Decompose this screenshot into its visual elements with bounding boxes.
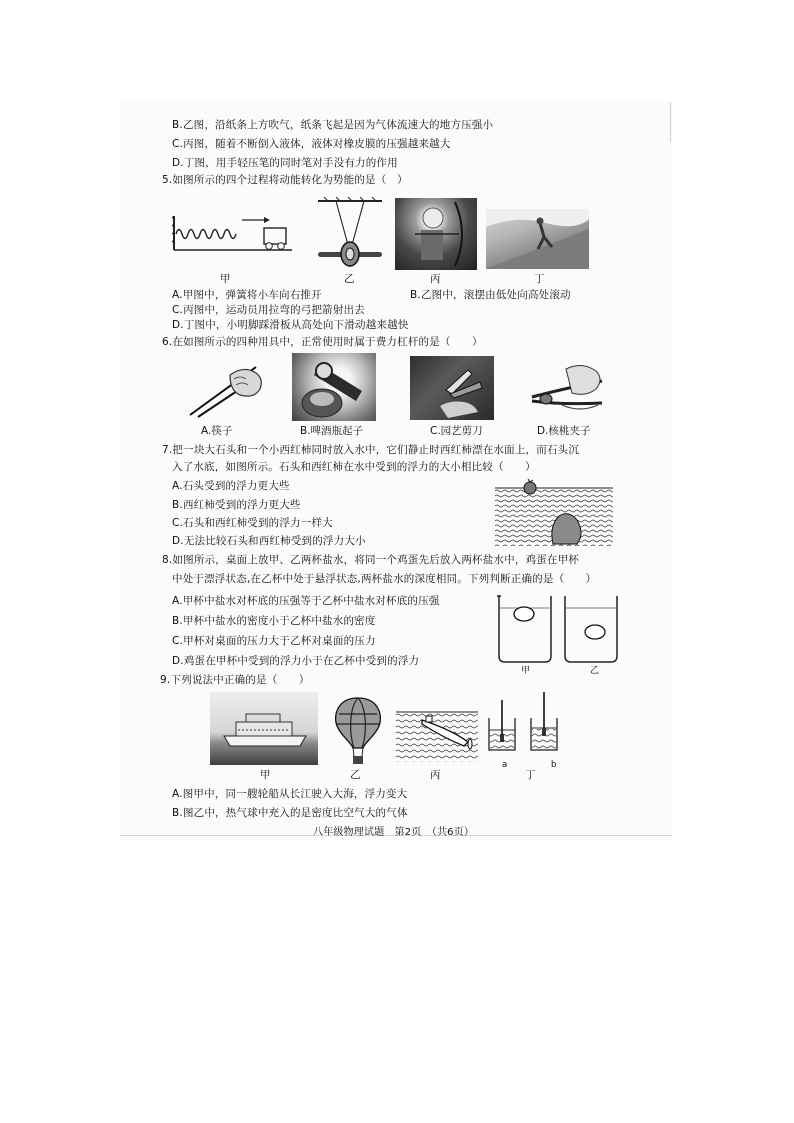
q9-stem: 9.下列说法中正确的是（ ） bbox=[160, 674, 310, 686]
q8-stem-line2: 中处于漂浮状态,在乙杯中处于悬浮状态,两杯盐水的深度相同。下列判断正确的是（ ） bbox=[172, 573, 597, 585]
figure-caption-jia: 甲 bbox=[220, 273, 231, 285]
tool-caption-d: D.核桃夹子 bbox=[537, 425, 591, 437]
page-footer: 八年级物理试题 第2页 （共6页） bbox=[313, 827, 475, 838]
q7-option-a: A.石头受到的浮力更大些 bbox=[172, 480, 290, 492]
tool-caption-a: A.筷子 bbox=[201, 425, 233, 437]
q8-option-a: A.甲杯中盐水对杯底的压强等于乙杯中盐水对杯底的压强 bbox=[172, 595, 440, 607]
density-meter-beakers-figure bbox=[485, 690, 561, 756]
egg-beakers-figure bbox=[495, 594, 630, 666]
q7-option-b: B.西红柿受到的浮力更大些 bbox=[172, 499, 301, 511]
q5-stem: 5.如图所示的四个过程将动能转化为势能的是（ ） bbox=[162, 174, 408, 186]
tool-caption-b: B.啤酒瓶起子 bbox=[300, 425, 364, 437]
figure-caption-yi: 乙 bbox=[344, 273, 355, 285]
q8-option-c: C.甲杯对桌面的压力大于乙杯对桌面的压力 bbox=[172, 635, 376, 647]
q5-option-c: C.丙图中，运动员用拉弯的弓把箭射出去 bbox=[172, 304, 365, 316]
rolling-pendulum-figure bbox=[314, 197, 386, 267]
q9-caption-yi: 乙 bbox=[350, 769, 361, 781]
chopsticks-figure bbox=[186, 357, 266, 419]
skateboarder-photo bbox=[486, 209, 589, 269]
q9-option-b: B.图乙中，热气球中充入的是密度比空气大的气体 bbox=[172, 807, 408, 819]
q7-stem-line1: 7.把一块大石头和一个小西红柿同时放入水中，它们静止时西红柿漂在水面上，而石头沉 bbox=[162, 444, 580, 456]
submarine-water-figure bbox=[396, 706, 478, 762]
q4-option-b: B.乙图，沿纸条上方吹气，纸条飞起是因为气体流速大的地方压强小 bbox=[172, 119, 494, 131]
beaker-caption-jia: 甲 bbox=[521, 666, 531, 676]
q4-option-c: C.丙图，随着不断倒入液体，液体对橡皮膜的压强越来越大 bbox=[172, 138, 451, 150]
q5-option-d: D.丁图中，小明脚踩滑板从高处向下滑动越来越快 bbox=[172, 319, 409, 331]
archer-photo bbox=[395, 198, 477, 270]
q7-option-d: D.无法比较石头和西红柿受到的浮力大小 bbox=[172, 535, 366, 547]
garden-shears-photo bbox=[410, 356, 494, 420]
q9-caption-jia: 甲 bbox=[260, 769, 271, 781]
beaker-label-b: b bbox=[551, 760, 557, 770]
q9-option-a: A.图甲中，同一艘轮船从长江驶入大海，浮力变大 bbox=[172, 788, 408, 800]
q7-option-c: C.石头和西红柿受到的浮力一样大 bbox=[172, 517, 333, 529]
q8-option-b: B.甲杯中盐水的密度小于乙杯中盐水的密度 bbox=[172, 615, 376, 627]
q5-option-b: B.乙图中，滚摆由低处向高处滚动 bbox=[410, 289, 571, 301]
q8-stem-line1: 8.如图所示，桌面上放甲、乙两杯盐水，将同一个鸡蛋先后放入两杯盐水中，鸡蛋在甲杯 bbox=[162, 554, 580, 566]
q5-option-a: A.甲图中，弹簧将小车向右推开 bbox=[172, 289, 322, 301]
ship-photo bbox=[210, 692, 318, 765]
beaker-caption-yi: 乙 bbox=[590, 666, 600, 676]
figure-caption-ding: 丁 bbox=[534, 273, 545, 285]
q9-caption-bing: 丙 bbox=[430, 769, 441, 781]
q9-caption-ding: 丁 bbox=[525, 769, 536, 781]
q6-stem: 6.在如图所示的四种用具中，正常使用时属于费力杠杆的是（ ） bbox=[162, 336, 483, 348]
spring-cart-figure bbox=[172, 212, 296, 260]
q4-option-d: D.丁图，用手轻压笔的同时笔对手没有力的作用 bbox=[172, 157, 398, 169]
q7-stem-line2: 入了水底，如图所示。石头和西红柿在水中受到的浮力的大小相比较（ ） bbox=[172, 461, 536, 473]
stone-tomato-water-figure bbox=[495, 478, 613, 546]
nutcracker-figure bbox=[522, 359, 606, 413]
q8-option-d: D.鸡蛋在甲杯中受到的浮力小于在乙杯中受到的浮力 bbox=[172, 655, 420, 667]
beaker-label-a: a bbox=[502, 760, 508, 770]
hot-air-balloon-figure bbox=[331, 694, 385, 766]
tool-caption-c: C.园艺剪刀 bbox=[430, 425, 483, 437]
bottle-opener-photo bbox=[292, 353, 376, 421]
figure-caption-bing: 丙 bbox=[430, 273, 441, 285]
sheet-edge bbox=[670, 102, 671, 142]
